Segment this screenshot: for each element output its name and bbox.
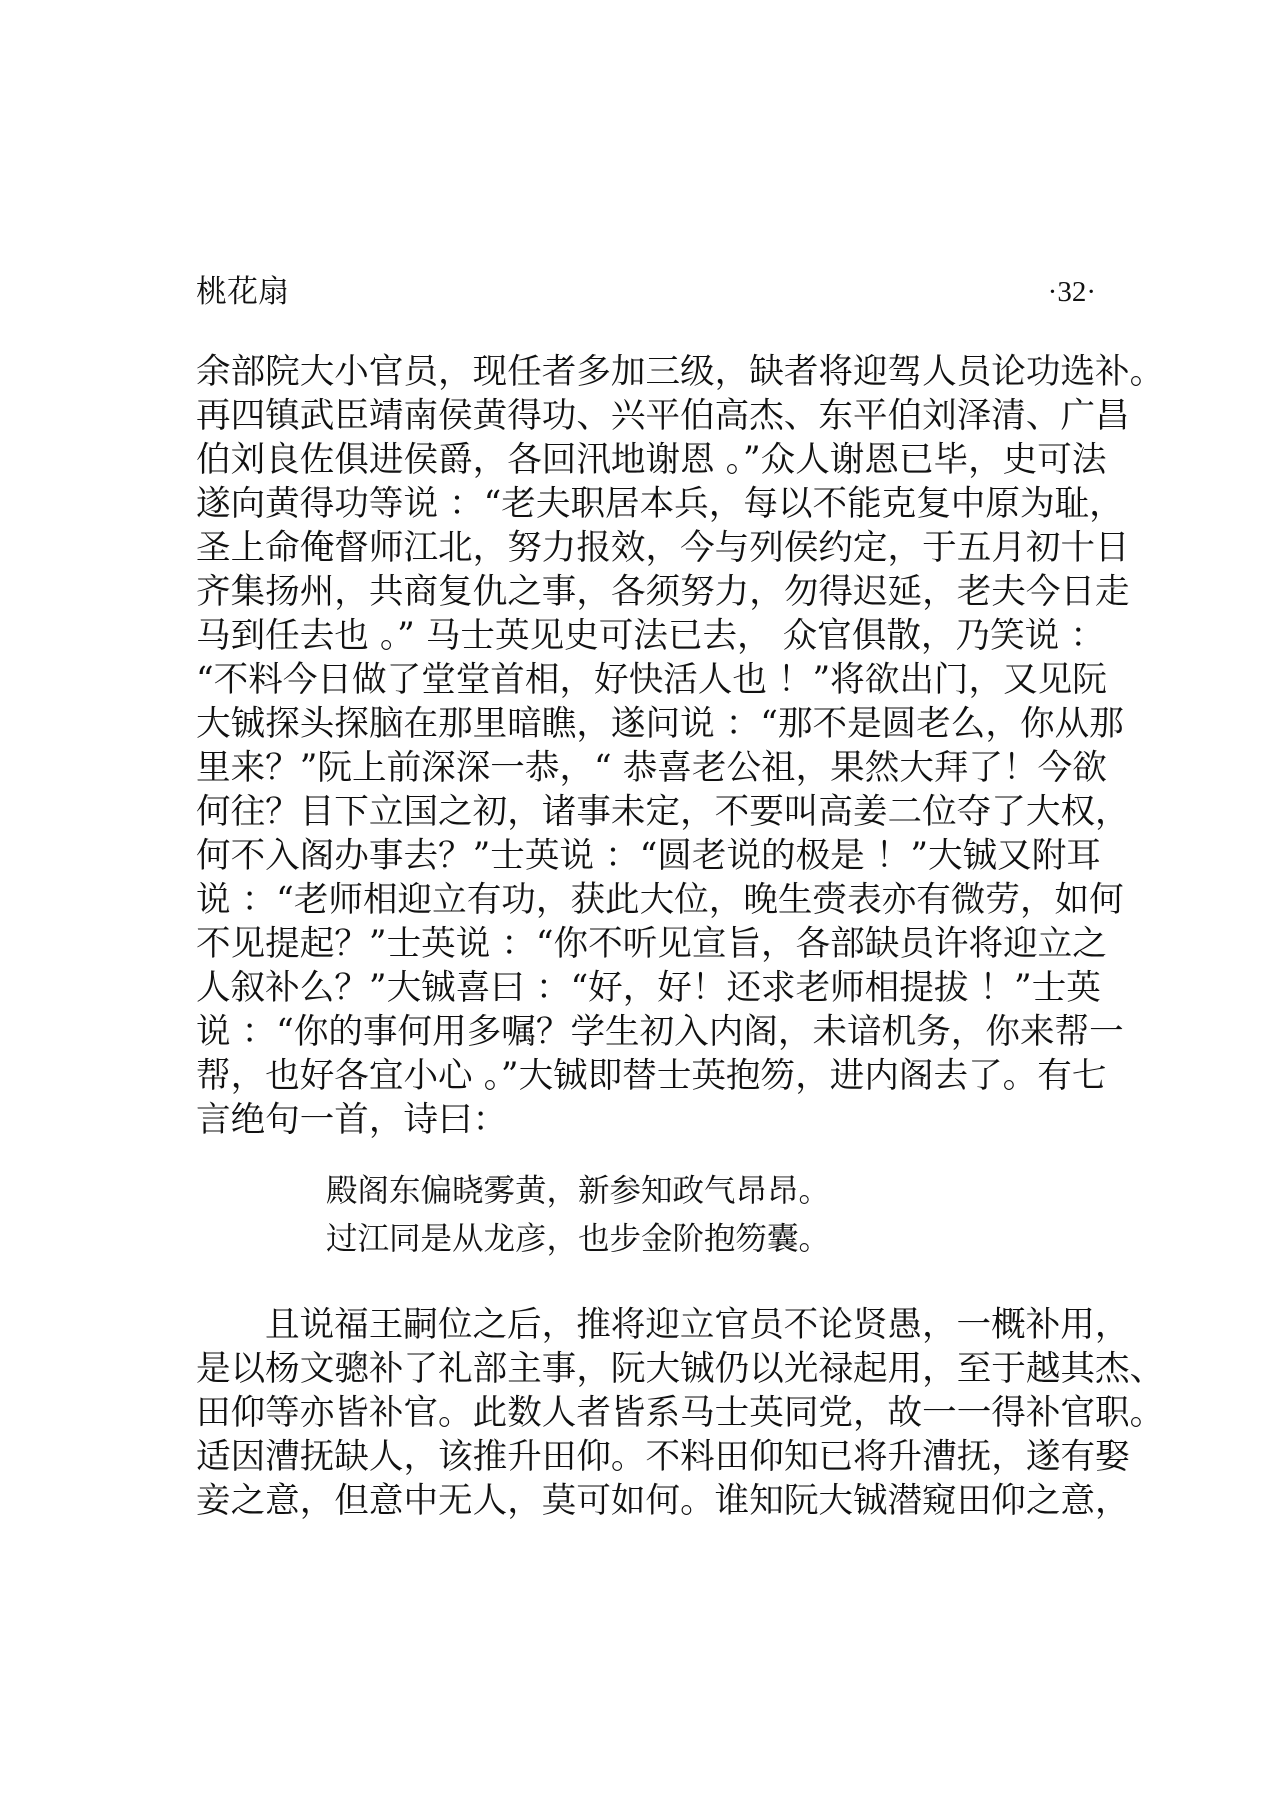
text-line: 遂向黄得功等说 ：“老夫职居本兵，每以不能克复中原为耻，: [196, 484, 1124, 524]
text-line: 马到任去也 。” 马士英见史可法已去， 众官俱散，乃笑说 ：: [196, 616, 1105, 656]
text-line: 大铖探头探脑在那里暗瞧，遂问说 ：“那不是圆老么，你从那: [196, 704, 1124, 744]
text-line: 且说福王嗣位之后，推将迎立官员不论贤愚，一概补用，: [265, 1305, 1130, 1345]
text-line: 何不入阁办事去？”士英说 ：“圆老说的极是 ！”大铖又附耳: [196, 836, 1101, 876]
text-line: 是以杨文骢补了礼部主事，阮大铖仍以光禄起用，至于越其杰、: [196, 1349, 1165, 1389]
text-line: 说 ：“你的事何用多嘱？学生初入内阁，未谙机务，你来帮一: [196, 1012, 1124, 1052]
text-line: 言绝句一首，诗曰：: [196, 1100, 508, 1140]
text-line: 再四镇武臣靖南侯黄得功、兴平伯高杰、东平伯刘泽清、广昌: [196, 396, 1130, 436]
poem-line: 过江同是从龙彦，也步金阶抱笏囊。: [326, 1221, 831, 1257]
text-line: 余部院大小官员，现任者多加三级，缺者将迎驾人员论功选补。: [196, 352, 1165, 392]
text-line: 齐集扬州，共商复仇之事，各须努力，勿得迟延，老夫今日走: [196, 572, 1130, 612]
text-line: 人叙补么？”大铖喜曰 ：“好，好！还求老师相提拔 ！”士英: [196, 968, 1101, 1008]
text-line: 帮，也好各宜小心 。”大铖即替士英抱笏，进内阁去了。有七: [196, 1056, 1107, 1096]
text-line: 圣上命俺督师江北，努力报效，今与列侯约定，于五月初十日: [196, 528, 1130, 568]
text-line: 妾之意，但意中无人，莫可如何。谁知阮大铖潜窥田仰之意，: [196, 1481, 1130, 1521]
text-line: 田仰等亦皆补官。此数人者皆系马士英同党，故一一得补官职。: [196, 1393, 1165, 1433]
poem-line: 殿阁东偏晓雾黄，新参知政气昂昂。: [326, 1173, 831, 1209]
page-number: ·32·: [1047, 276, 1096, 308]
text-line: 里来？”阮上前深深一恭，“ 恭喜老公祖，果然大拜了！今欲: [196, 748, 1107, 788]
text-line: 说 ：“老师相迎立有功，获此大位，晚生赍表亦有微劳，如何: [196, 880, 1124, 920]
text-line: 何往？目下立国之初，诸事未定，不要叫高姜二位夺了大权，: [196, 792, 1130, 832]
page-header: [196, 270, 1096, 314]
text-line: 伯刘良佐俱进侯爵，各回汛地谢恩 。”众人谢恩已毕，史可法: [196, 440, 1107, 480]
book-title: 桃花扇: [196, 274, 289, 310]
text-line: 不见提起？”士英说 ：“你不听见宣旨，各部缺员许将迎立之: [196, 924, 1107, 964]
text-line: “不料今日做了堂堂首相，好快活人也 ！”将欲出门，又见阮: [196, 660, 1107, 700]
text-line: 适因漕抚缺人，该推升田仰。不料田仰知已将升漕抚，遂有娶: [196, 1437, 1130, 1477]
